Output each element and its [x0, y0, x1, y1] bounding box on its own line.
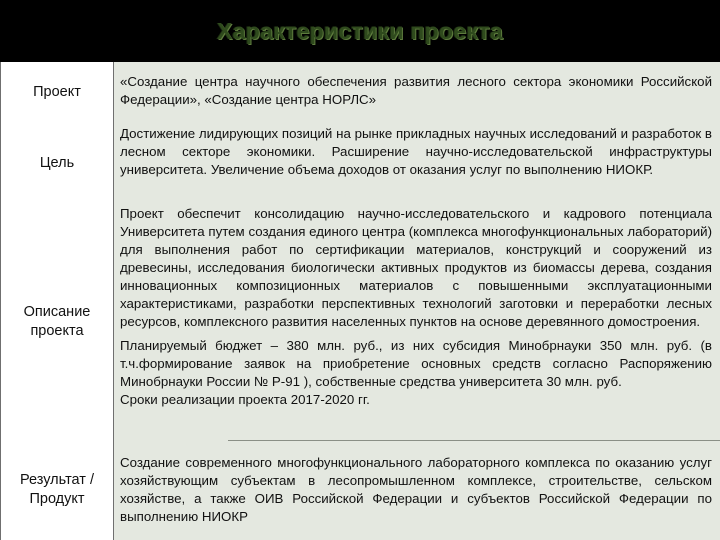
row-label-description: Описание проекта — [0, 204, 114, 440]
page-title: Характеристики проекта — [217, 17, 503, 44]
row-description — [0, 204, 720, 440]
project-text: «Создание центра научного обеспечения развития лесного сектора экономики Российской Федерации», «Создание центра НОРЛС» — [120, 74, 712, 107]
row-content-result — [114, 440, 720, 540]
result-text: Создание современного многофункционального лабораторного комплекса по оказанию услуг хозяйствующим субъектам в лесопромышленном комплексе, строительстве, сельском хозяйстве, а также ОИВ Российской Федерации и субъектов Российской Федерации по выполнению НИОКР — [120, 455, 712, 524]
row-goal — [0, 122, 720, 204]
budget-paragraph: Планируемый бюджет – 380 млн. руб., из них субсидия Минобрнауки 350 млн. руб. (в т.ч.формирование заявок на приобретение основных средств согласно Распоряжению Минобрнауки России № Р-91 ), собственные средства университета 30 млн. руб. — [120, 338, 712, 389]
content-divider — [228, 440, 720, 441]
row-content-goal — [114, 122, 720, 204]
description-paragraph: Проект обеспечит консолидацию научно-исследовательского и кадрового потенциала Университета путем создания единого центра (комплекса многофункциональных лабораторий) для выполнения работ по сертификации материалов, конструкций и сооружений из древесины, исследования биологически активных продуктов из биомассы дерева, создания инновационных композиционных материалов с повышенными эксплуатационными характеристиками, разработки перспективных технологий заготовки и переработки лесных ресурсов, комплексного развития населенных пунктов на основе деревянного домостроения. — [120, 206, 712, 329]
row-label-project: Проект — [0, 62, 114, 122]
row-content-description — [114, 204, 720, 440]
row-content-project — [114, 62, 720, 122]
project-characteristics-table — [0, 62, 720, 540]
goal-text: Достижение лидирующих позиций на рынке прикладных научных исследований и разработок в лесном секторе экономики. Расширение научно-исследовательской инфраструктуры университета. Увеличение объема доходов от оказания услуг по выполнению НИОКР. — [120, 126, 712, 177]
row-result — [0, 440, 720, 540]
title-bar — [0, 0, 720, 62]
row-label-result: Результат / Продукт — [0, 440, 114, 540]
row-project — [0, 62, 720, 122]
row-label-goal: Цель — [0, 122, 114, 204]
deadline-paragraph: Сроки реализации проекта 2017-2020 гг. — [120, 392, 370, 407]
